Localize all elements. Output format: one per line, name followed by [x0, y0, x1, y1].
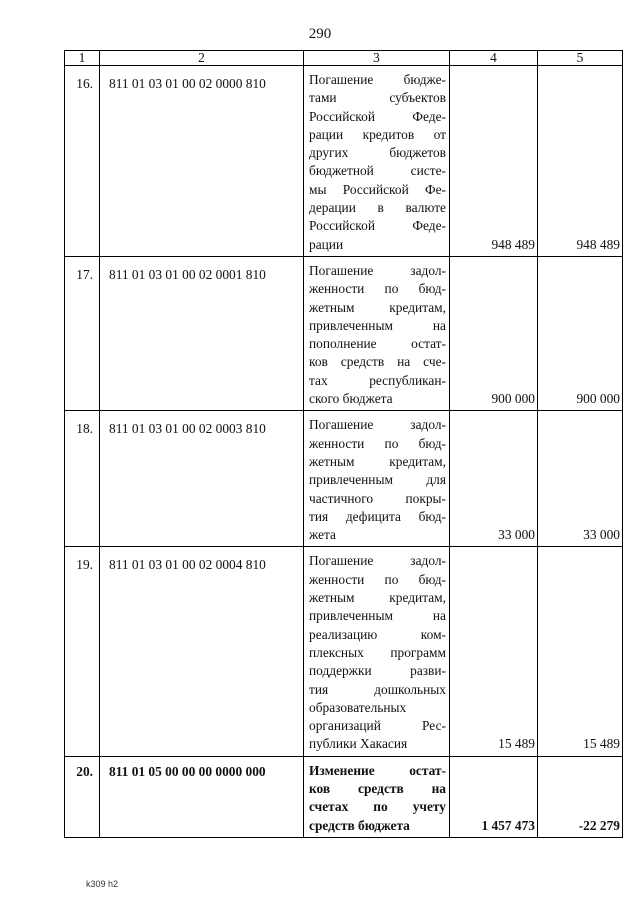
row-number: 17. [65, 256, 100, 410]
description-line: жетным кредитам, [309, 299, 446, 315]
table-row [65, 411, 623, 547]
amount-col4: 33 000 [450, 411, 538, 547]
description-line: рации кредитов от [309, 126, 446, 142]
description-line: женности по бюд- [309, 435, 446, 451]
description-line: образовательных [309, 699, 407, 715]
budget-code: 811 01 05 00 00 00 0000 000 [100, 756, 304, 837]
amount-col5: 33 000 [538, 411, 623, 547]
budget-code: 811 01 03 01 00 02 0001 810 [100, 256, 304, 410]
column-header-1: 1 [65, 51, 100, 66]
amount-col4: 900 000 [450, 256, 538, 410]
row-number: 20. [65, 756, 100, 837]
description-line: тах республикан- [309, 372, 446, 388]
description-line: привлеченным на [309, 608, 446, 624]
table-row [65, 256, 623, 410]
amount-col5: 15 489 [538, 547, 623, 756]
description-line: дерации в валюте [309, 200, 446, 216]
table-row [65, 756, 623, 837]
description-line: Погашение задол- [309, 262, 446, 278]
amount-col4: 15 489 [450, 547, 538, 756]
description-line: средств бюджета [309, 817, 410, 833]
budget-code: 811 01 03 01 00 02 0000 810 [100, 66, 304, 257]
description-line: Изменение остат- [309, 762, 446, 778]
column-header-5: 5 [538, 51, 623, 66]
table-row [65, 66, 623, 257]
amount-col5: -22 279 [538, 756, 623, 837]
page-number: 290 [308, 26, 332, 42]
description-line: ков средств на [309, 780, 446, 796]
budget-table [64, 50, 623, 838]
column-header-2: 2 [100, 51, 304, 66]
amount-col5: 900 000 [538, 256, 623, 410]
description-line: привлеченным на [309, 317, 446, 333]
description-line: счетах по учету [309, 799, 446, 815]
description-line: тами субъектов [309, 90, 446, 106]
amount-col5: 948 489 [538, 66, 623, 257]
row-description [304, 66, 450, 257]
description-line: других бюджетов [309, 145, 446, 161]
row-number: 16. [65, 66, 100, 257]
description-line: жетным кредитам, [309, 590, 446, 606]
amount-col4: 948 489 [450, 66, 538, 257]
row-number: 19. [65, 547, 100, 756]
description-line: рации [309, 236, 344, 252]
description-line: тия дошкольных [309, 681, 446, 697]
description-line: жета [309, 527, 336, 543]
row-description [304, 547, 450, 756]
row-description [304, 256, 450, 410]
description-line: пополнение остат- [309, 336, 446, 352]
description-line: Российской Феде- [309, 218, 446, 234]
description-line: частичного покры- [309, 490, 446, 506]
description-line: организаций Рес- [309, 718, 446, 734]
description-line: поддержки разви- [309, 663, 446, 679]
table-header-row [65, 51, 623, 66]
amount-col4: 1 457 473 [450, 756, 538, 837]
budget-code: 811 01 03 01 00 02 0003 810 [100, 411, 304, 547]
column-header-4: 4 [450, 51, 538, 66]
row-number: 18. [65, 411, 100, 547]
description-line: Погашение бюдже- [309, 72, 446, 87]
description-line: мы Российской Фе- [309, 181, 446, 197]
description-line: ского бюджета [309, 391, 393, 407]
description-line: Погашение задол- [309, 417, 446, 433]
description-line: привлеченным для [309, 472, 446, 488]
footer-code: k309 h2 [86, 879, 119, 889]
description-line: ков средств на сче- [309, 354, 446, 370]
description-line: бюджетной систе- [309, 163, 446, 179]
table-row [65, 547, 623, 756]
description-line: жетным кредитам, [309, 453, 446, 469]
description-line: публики Хакасия [309, 736, 408, 752]
description-line: женности по бюд- [309, 571, 446, 587]
column-header-3: 3 [304, 51, 450, 66]
row-description [304, 756, 450, 837]
description-line: женности по бюд- [309, 281, 446, 297]
row-description [304, 411, 450, 547]
description-line: реализацию ком- [309, 626, 446, 642]
budget-code: 811 01 03 01 00 02 0004 810 [100, 547, 304, 756]
description-line: тия дефицита бюд- [309, 508, 446, 524]
description-line: Российской Феде- [309, 108, 446, 124]
description-line: плексных программ [309, 644, 446, 660]
description-line: Погашение задол- [309, 553, 446, 569]
